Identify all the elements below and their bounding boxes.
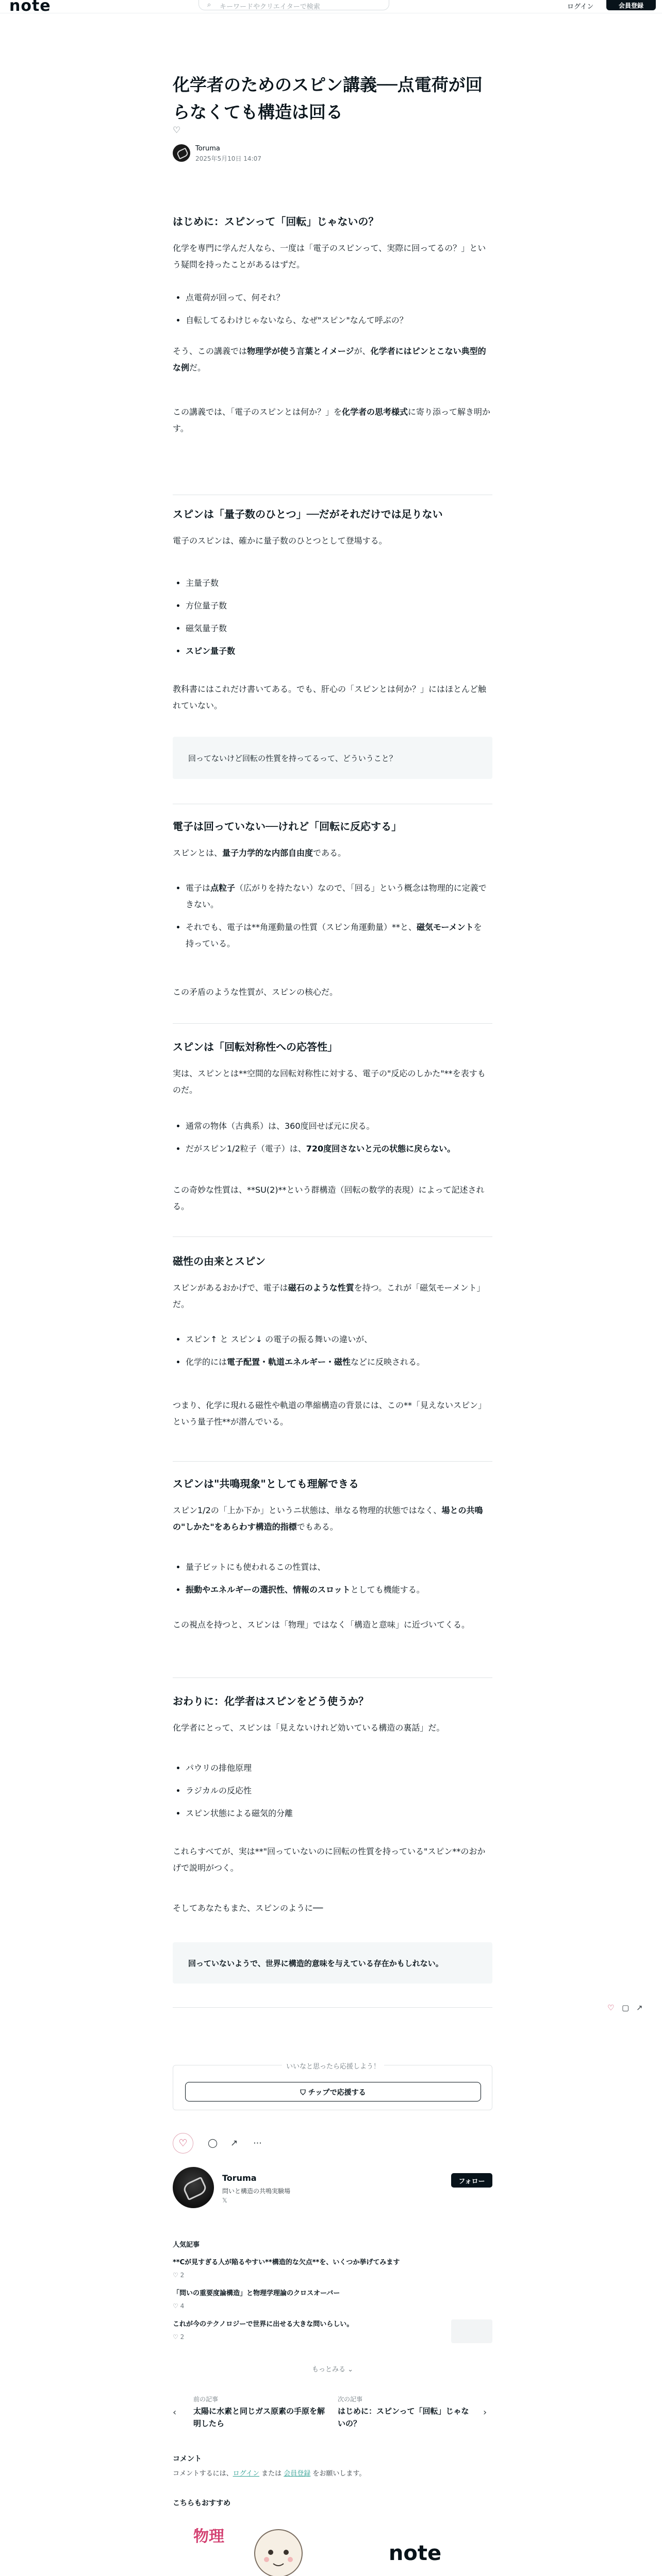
top-header: [0, 0, 662, 13]
paragraph: [173, 845, 492, 861]
divider: [173, 1236, 492, 1237]
text: だ。: [189, 363, 206, 372]
list-item: • 点電荷が回って、何それ？: [186, 290, 490, 306]
author-name[interactable]: Toruma: [195, 145, 220, 152]
bold-text: 場との共鳴の"しかた"をあらわす構造的指標: [173, 1505, 483, 1532]
text: そう、この講義では: [173, 346, 247, 356]
section-heading: スピンは"共鳴現象"としても理解できる: [173, 1478, 359, 1490]
bold-text: 点粒子: [210, 883, 236, 893]
author-avatar[interactable]: [173, 144, 190, 162]
recommended-heading: こちらもおすすめ: [173, 2499, 231, 2507]
tip-icon: ⛉: [300, 2089, 308, 2097]
bold-text: 電子配置・軌道エネルギー・磁性: [227, 1357, 351, 1367]
bold-text: 化学者の思考様式: [342, 407, 408, 417]
bullet-list: [186, 1760, 490, 1828]
paragraph: [173, 343, 492, 376]
comments-heading: コメント: [173, 2455, 202, 2463]
text: スピン1/2の「上か下か」というニ状態は、単なる物理的状態ではなく、: [173, 1505, 442, 1515]
text: を持っている。: [186, 922, 482, 948]
list-item: [186, 1141, 490, 1157]
thumbnail-text: note: [388, 2541, 442, 2565]
text: コメントするには、: [173, 2470, 233, 2478]
paragraph: 教科書にはこれだけ書いてある。でも、肝心の「スピンとは何か？」にはほとんど触れていない。: [173, 684, 487, 710]
creator-card: [173, 2167, 492, 2213]
list-item: • スピン状態による磁気的分離: [186, 1805, 490, 1822]
signup-link[interactable]: 会員登録: [284, 2470, 311, 2478]
x-icon[interactable]: 𝕏: [222, 2197, 227, 2204]
creator-bio: 問いと構造の共鳴実験場: [222, 2188, 291, 2195]
popular-item-title[interactable]: これが今のテクノロジーで世界に出せる大きな問いらしい。: [173, 2320, 354, 2328]
list-item: • 磁気量子数: [186, 620, 490, 637]
list-item: • 方位量子数: [186, 598, 490, 614]
paragraph: この視点を持つと、スピンは「物理」ではなく「構造と意味」に近づいてくる。: [173, 1620, 470, 1630]
divider: [173, 1461, 492, 1462]
divider: [173, 1023, 492, 1024]
section-heading: スピンは「回転対称性への応答性」: [173, 1041, 338, 1053]
paragraph: 化学者にとって、スピンは「見えないけれど効いている構造の裏話」だ。: [173, 1723, 445, 1733]
bullet-list: [186, 1331, 490, 1377]
bullet-list: [186, 1118, 490, 1163]
popular-item[interactable]: [173, 2287, 492, 2310]
list-item: • 量子ビットにも使われるこの性質は、: [186, 1559, 490, 1575]
paragraph: この奇妙な性質は、**SU(2)**という群構造（回転の数学的表現）によって記述される。: [173, 1185, 485, 1211]
login-link[interactable]: ログイン: [233, 2470, 259, 2478]
comment-icon[interactable]: ▢: [622, 2003, 630, 2012]
list-item: • スピン量子数: [186, 643, 490, 659]
text: この講義では、「電子のスピンとは何か？」を: [173, 407, 342, 417]
section-heading: おわりに：化学者はスピンをどう使うか？: [173, 1695, 369, 1707]
bold-text: 磁石のような性質: [288, 1283, 354, 1293]
bold-text: 物理学が使う言葉とイメージ: [247, 346, 354, 356]
heart-icon: ♡: [173, 2302, 180, 2310]
section-heading: 磁性の由来とスピン: [173, 1255, 266, 1267]
next-title[interactable]: はじめに：スピンって「回転」じゃないの？: [338, 2406, 469, 2428]
like-heart-icon[interactable]: ♡: [173, 2133, 193, 2154]
list-item: [186, 880, 490, 913]
popular-thumbnail[interactable]: [451, 2319, 492, 2343]
callout-box: [173, 737, 492, 779]
follow-button[interactable]: フォロー: [451, 2173, 492, 2188]
list-item: • 自転してるわけじゃないなら、なぜ"スピン"なんて呼ぶの？: [186, 312, 490, 329]
like-count: 2: [180, 2333, 185, 2341]
search-input[interactable]: [198, 0, 389, 10]
text: としても機能する。: [350, 1585, 425, 1595]
text: スピンとは、: [173, 848, 223, 858]
text: それでも、電子は**角運動量の性質（スピン角運動量）**と、: [186, 922, 417, 932]
text: などに反映される。: [351, 1357, 425, 1367]
action-row: [173, 2133, 492, 2154]
card-thumbnail[interactable]: [338, 2512, 492, 2576]
comment-icon[interactable]: ◯: [208, 2138, 218, 2148]
text: 電子は: [186, 883, 211, 893]
text: でもある。: [296, 1522, 338, 1532]
section-heading: はじめに：スピンって「回転」じゃないの？: [173, 215, 379, 228]
support-box: [173, 2065, 492, 2110]
text: 化学的には: [186, 1357, 227, 1367]
show-more-link[interactable]: もっとみる ⌄: [311, 2366, 354, 2374]
show-more-label: もっとみる: [311, 2366, 345, 2374]
prev-label: 前の記事: [193, 2396, 219, 2403]
article-title: 化学者のためのスピン講義──点電荷が回らなくても構造は回る: [173, 75, 483, 123]
section-heading: スピンは「量子数のひとつ」──だがそれだけでは足りない: [173, 508, 443, 520]
support-label-text: いいなと思ったら応援しよう！: [282, 2063, 384, 2071]
side-actions: [607, 2003, 649, 2013]
paragraph: つまり、化学に現れる磁性や軌道の準縮構造の背景には、この**「見えないスピン」という量子性**が潜んでいる。: [173, 1400, 487, 1427]
section-heading: 電子は回っていない──けれど「回転に反応する」: [173, 820, 402, 833]
support-label: [173, 2061, 493, 2071]
paragraph: [173, 1502, 492, 1535]
tip-button-label: チップで応援する: [308, 2089, 366, 2097]
paragraph: この矛盾のような性質が、スピンの核心だ。: [173, 987, 338, 997]
list-item: • パウリの排他原理: [186, 1760, 490, 1776]
text: をお願いします。: [310, 2470, 366, 2478]
paragraph: そしてあなたもまた、スピンのように──: [173, 1903, 323, 1913]
publish-date: 2025年5月10日 14:07: [195, 155, 261, 162]
text: に寄り添って解き明かす。: [173, 407, 491, 433]
bullet-list: [186, 880, 490, 958]
popular-heading: 人気記事: [173, 2241, 200, 2249]
text: である。: [313, 848, 346, 858]
paragraph: 実は、スピンとは**空間的な回転対称性に対する、電子の"反応のしかた"**を表すものだ。: [173, 1069, 486, 1095]
card-thumbnail[interactable]: [173, 2512, 327, 2576]
share-icon[interactable]: ↗: [230, 2138, 238, 2148]
share-icon[interactable]: ↗: [636, 2003, 643, 2012]
text: （広がりを持たない）なので、「回る」という概念は物理的に定義できない。: [186, 883, 487, 909]
chevron-left-icon: ‹: [173, 2407, 177, 2418]
paragraph: 電子のスピンは、確かに量子数のひとつとして登場する。: [173, 536, 387, 546]
next-article[interactable]: [338, 2395, 492, 2426]
popular-item-title[interactable]: 「問いの重要度論構造」と物理学理論のクロスオーバー: [173, 2290, 340, 2297]
popular-item[interactable]: [173, 2318, 492, 2341]
list-item: • ラジカルの反応性: [186, 1783, 490, 1799]
popular-item-likes: [173, 2272, 492, 2279]
popular-item-likes: [173, 2302, 492, 2310]
paragraph: これらすべてが、実は**"回っていないのに回転の性質を持っている"スピン**のおかげで説明がつく。: [173, 1846, 486, 1873]
prev-article[interactable]: [173, 2395, 327, 2426]
creator-avatar[interactable]: [173, 2167, 214, 2208]
popular-item[interactable]: [173, 2257, 492, 2279]
paragraph: [173, 404, 492, 437]
heart-icon: ♡: [173, 2272, 180, 2279]
popular-item-title[interactable]: **Cが見すぎる人が陥るやすい**構造的な欠点**を、いくつか挙げてみます: [173, 2259, 400, 2266]
title-like-heart-icon[interactable]: ♡: [173, 125, 181, 135]
login-link[interactable]: ログイン: [567, 3, 594, 11]
divider: [173, 2007, 492, 2008]
search-icon: ⌕: [207, 1, 211, 9]
text: または: [259, 2470, 284, 2478]
like-count: 2: [180, 2272, 185, 2279]
comments-prompt: [173, 2468, 366, 2478]
text: だがスピン1/2粒子（電子）は、: [186, 1144, 306, 1154]
text: スピンがあるおかげで、電子は: [173, 1283, 288, 1293]
tip-button[interactable]: [185, 2082, 481, 2102]
bold-text: 化学者にはピンとこない典型的な例: [173, 346, 486, 372]
list-item: [186, 919, 490, 952]
signup-button[interactable]: 会員登録: [606, 0, 656, 10]
list-item: [186, 1582, 490, 1598]
heart-icon: ♡: [173, 2333, 180, 2341]
list-item: • 通常の物体（古典系）は、360度回せば元に戻る。: [186, 1118, 490, 1134]
paragraph: [173, 1280, 492, 1313]
more-icon[interactable]: ⋯: [253, 2138, 262, 2148]
popular-item-likes: [173, 2333, 492, 2341]
text: を持つ。これが「磁気モーメント」だ。: [173, 1283, 485, 1309]
search-placeholder: キーワードやクリエイターで検索: [220, 3, 320, 11]
list-item: • スピン↑ と スピン↓ の電子の振る舞いの違いが、: [186, 1331, 490, 1348]
divider: [173, 1677, 492, 1678]
bold-text: 磁気モーメント: [417, 922, 474, 932]
bold-text: 720度回さないと元の状態に戻らない。: [306, 1144, 456, 1154]
list-item: • 主量子数: [186, 575, 490, 591]
thumbnail-text: 物理: [193, 2528, 224, 2546]
note-logo[interactable]: note: [9, 0, 51, 15]
bullet-list: [186, 1559, 490, 1604]
callout-text: 回っていないようで、世界に構造的意味を与えている存在かもしれない。: [188, 1958, 443, 1968]
list-item: [186, 1354, 490, 1370]
callout-box: [173, 1942, 492, 1984]
prev-title[interactable]: 太陽に水素と同じガス原素の手原を解明したら: [193, 2406, 325, 2428]
next-label: 次の記事: [338, 2396, 363, 2403]
creator-name[interactable]: Toruma: [222, 2173, 257, 2183]
bold-text: 振動やエネルギーの選択性、情報のスロット: [186, 1585, 351, 1595]
callout-text: 回ってないけど回転の性質を持ってるって、どういうこと？: [188, 753, 397, 763]
bold-text: 量子力学的な内部自由度: [222, 848, 313, 858]
text: が、: [354, 346, 371, 356]
like-count: 4: [180, 2302, 185, 2310]
bullet-list: [186, 290, 490, 335]
heart-icon[interactable]: ♡: [607, 2003, 615, 2012]
chevron-right-icon: ›: [483, 2407, 487, 2418]
bullet-list: [186, 575, 490, 666]
paragraph: 化学を専門に学んだ人なら、一度は「電子のスピンって、実際に回ってるの？」という疑問を持ったことがあるはずだ。: [173, 243, 486, 269]
